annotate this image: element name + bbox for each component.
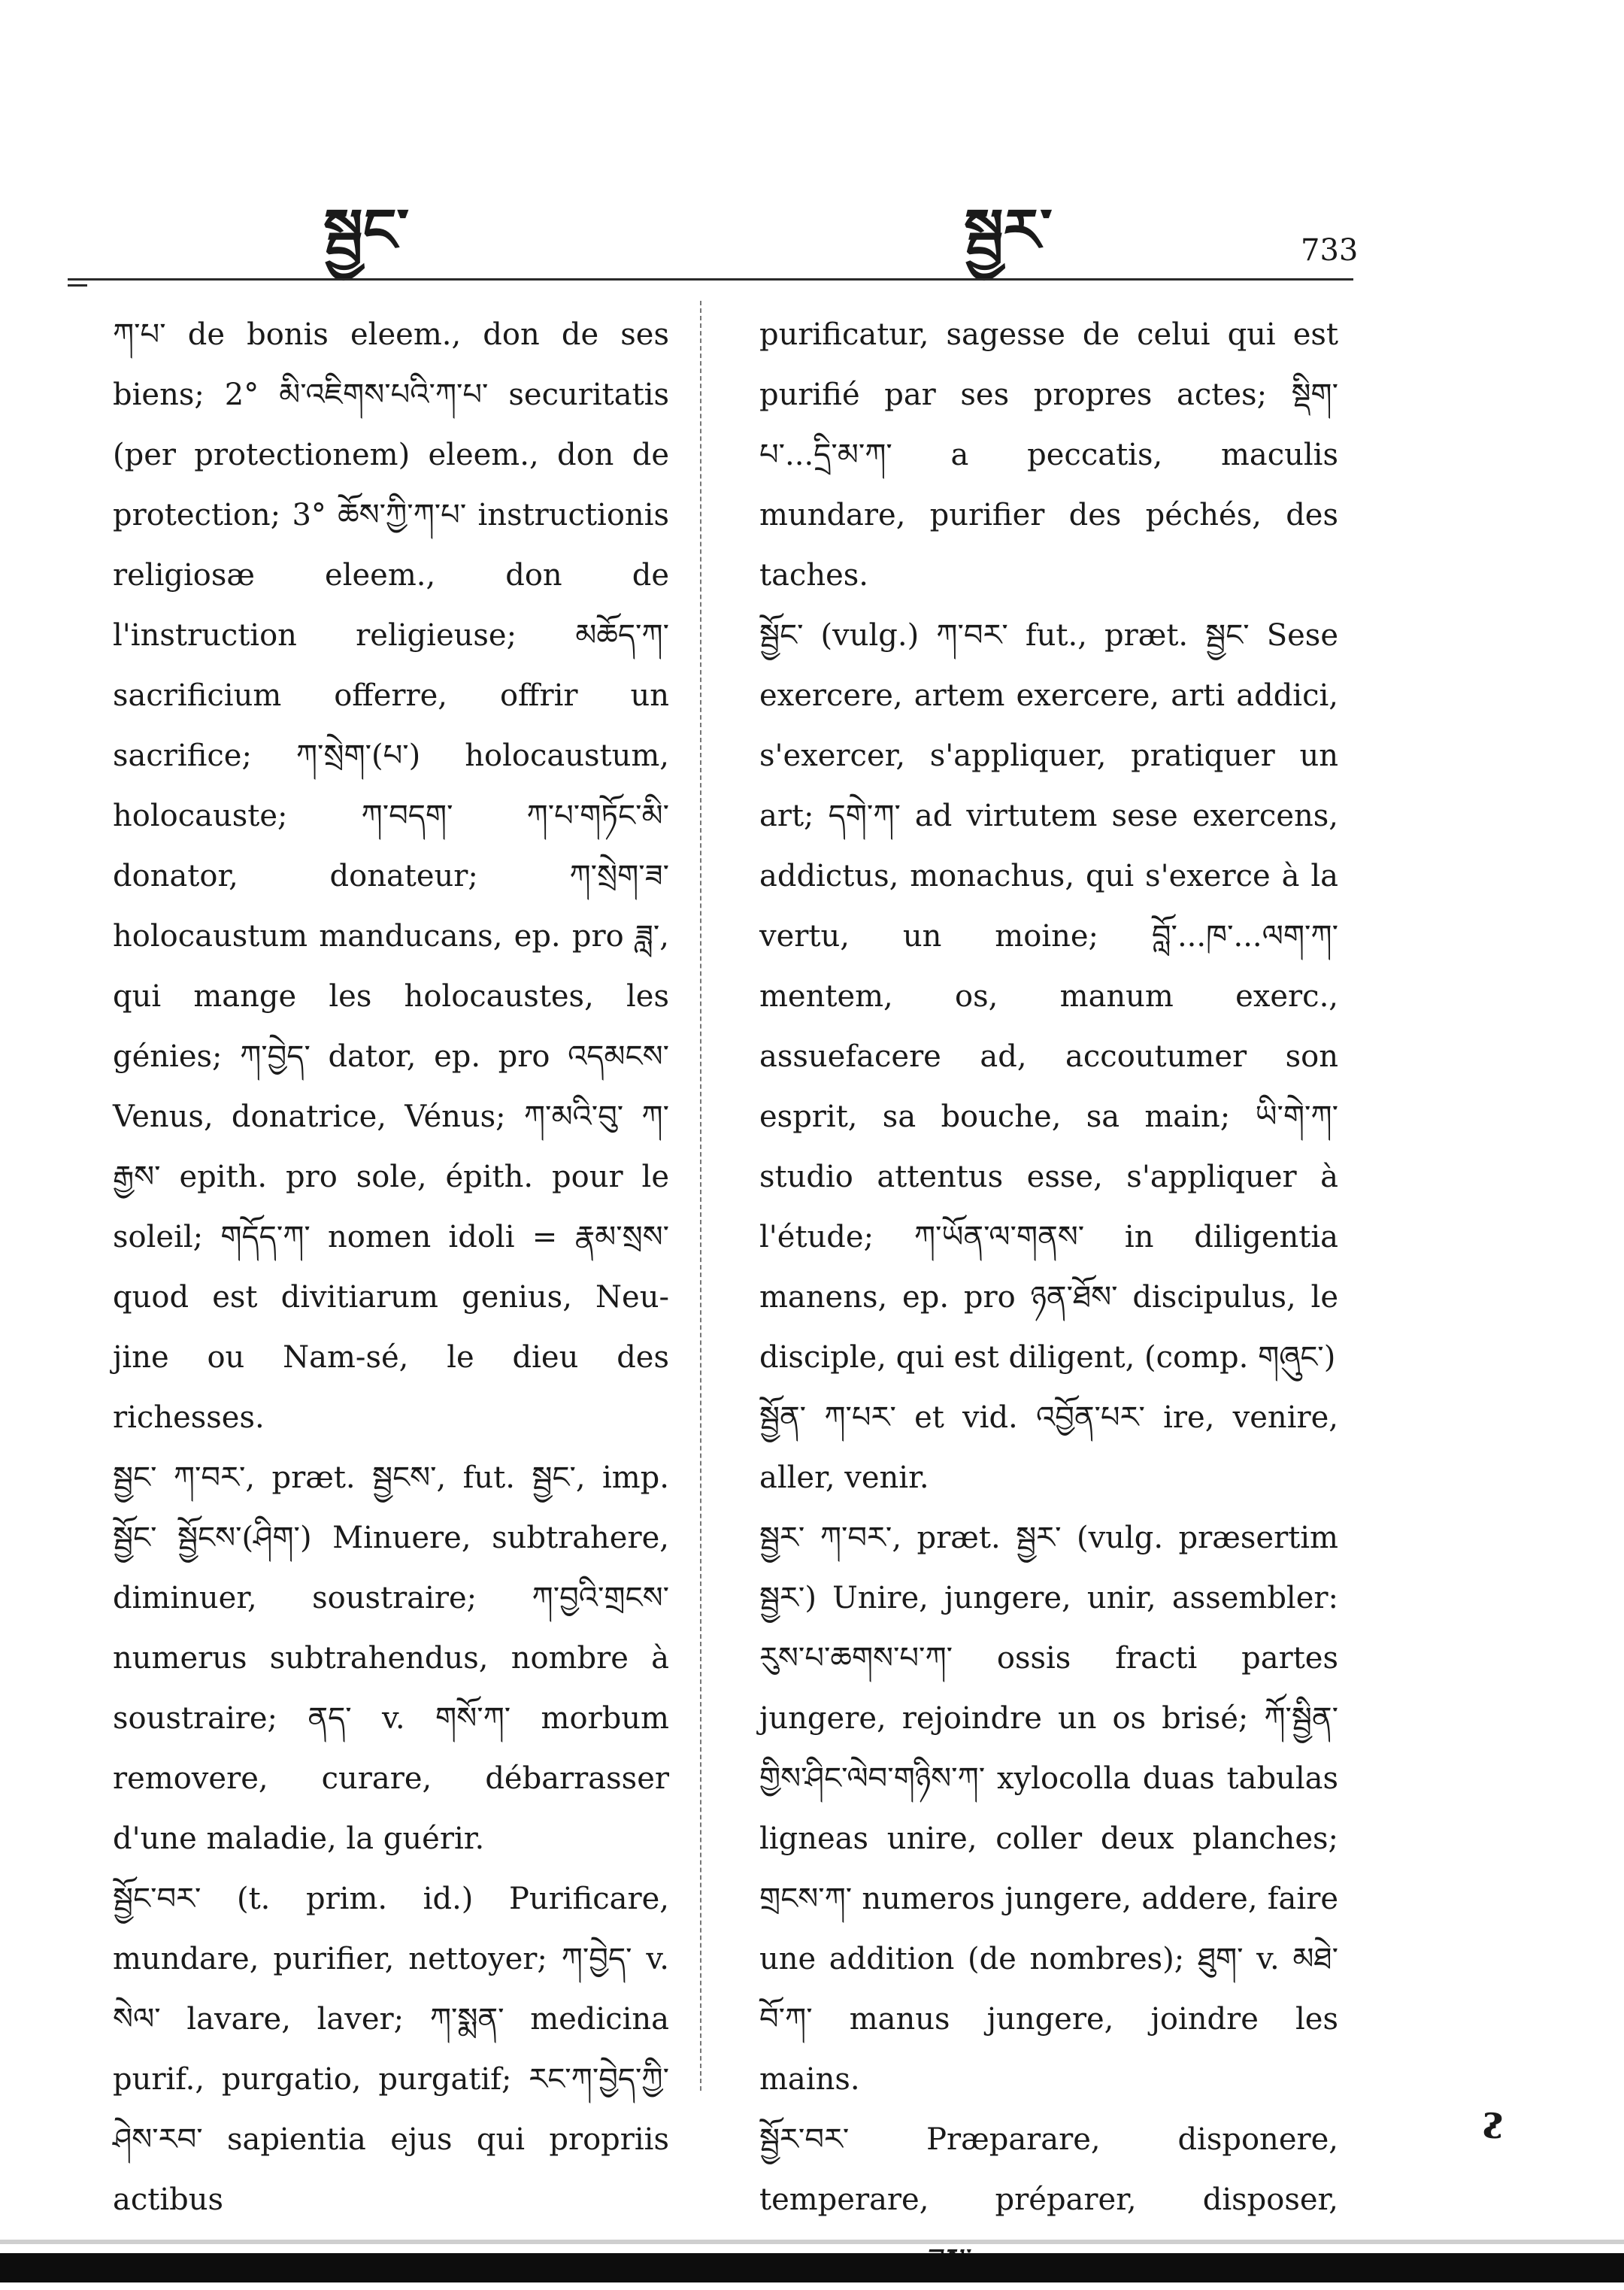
entry-sbyang: སྦྱང་ ཀ་བར་, præt. སྦྱངས་, fut. སྦྱང་, imp. སྦྱོང་ སྦྱོངས་(ཤིག་) Minuere, subtrahere, diminuer, soustraire; ཀ་བྱའི་གྲངས་ numerus subtrahendus, nombre à soustraire; ནད་ v. གསོ་ཀ་ morbum removere, curare, débarrasser d'une maladie, la guérir. [113,1460,669,1856]
scan-edge-fade [0,2240,1624,2244]
entry-continuation-right: purificatur, sagesse de celui qui est purifié par ses propres actes; སྡིག་པ་...དྲི་མ་ཀ་ a peccatis, maculis mundare, purifier des péchés, des taches. [759,317,1338,593]
margin-tick [68,284,87,287]
entry-sbyor-bar: སྦྱོར་བར་ Præparare, disponere, temperare, préparer, disposer, [759,2122,1338,2217]
right-running-head: སྦྱར་ [964,196,1053,265]
column-divider [700,301,701,2091]
left-running-head: སྦྱང་ [323,196,410,265]
entry-sbyong-bar: སྦྱོང་བར་ (t. prim. id.) Purificare, mundare, purifier, nettoyer; ཀ་བྱེད་ v. སེལ་ lavare, laver; ཀ་སྨན་ medicina purif., purgatio, purgatif; རང་ཀ་བྱེད་ཀྱི་ཤེས་རབ་ sapientia ejus qui propriis actibus [113,1882,669,2217]
page-number: 733 [1301,233,1359,268]
header-rule [68,278,1353,281]
printer-mark: ᴤ [1483,2106,1504,2146]
scan-edge-band [0,2253,1624,2282]
entry-continuation: ཀ་པ་ de bonis eleem., don de ses biens; 2° མི་འཇིགས་པའི་ཀ་པ་ securitatis (per protectionem) eleem., don de protection; 3° ཆོས་ཀྱི་ཀ་པ་ instructionis religiosæ eleem., don de l'instruction religieuse; མཆོད་ཀ་ sacrificium offerre, offrir un sacrifice; ཀ་སྲེག་(པ་) holocaustum, holocauste; ཀ་བདག་ ཀ་པ་གཏོང་མི་ donator, donateur; ཀ་སྲེག་ཟ་ holocaustum manducans, ep. pro ཟླ་, qui mange les holocaustes, les génies; ཀ་བྱེད་ dator, ep. pro འདམངས་ Venus, donatrice, Vénus; ཀ་མའི་བུ་ ཀ་རྒྱས་ epith. pro sole, épith. pour le soleil; གདོད་ཀ་ nomen idoli = རྣམ་སྲས་ quod est divitiarum genius, Neu-jine ou Nam-sé, le dieu des richesses. [113,317,669,1435]
left-column [113,305,669,2230]
entry-sbyar: སྦྱར་ ཀ་བར་, præt. སྦྱར་ (vulg. præsertim སྦྱར་) Unire, jungere, unir, assembler: རུས་པ་ཆགས་པ་ཀ་ ossis fracti partes jungere, rejoindre un os brisé; ཀོ་སྦྱིན་གྱིས་ཤིང་ལེབ་གཉིས་ཀ་ xylocolla duas tabulas ligneas unire, coller deux planches; གྲངས་ཀ་ numeros jungere, addere, faire une addition (de nombres); ཐུག་ v. མཐེ་བོ་ཀ་ manus jungere, joindre les mains. [759,1521,1338,2097]
entry-sbyon: སྦྱོན་ ཀ་པར་ et vid. འབྱོན་པར་ ire, venire, aller, venir. [759,1400,1338,1495]
entry-sbyong-vulg: སྦྱོང་ (vulg.) ཀ་བར་ fut., præt. སྦྱང་ Sese exercere, artem exercere, arti addici, s'exercer, s'appliquer, pratiquer un art; དགེ་ཀ་ ad virtutem sese exercens, addictus, monachus, qui s'exerce à la vertu, un moine; བློ་...ཁ་...ལག་ཀ་ mentem, os, manum exerc., assuefacere ad, accoutumer son esprit, sa bouche, sa main; ཡི་གེ་ཀ་ studio attentus esse, s'appliquer à l'étude; ཀ་ཡོན་ལ་གནས་ in diligentia manens, ep. pro ཉན་ཐོས་ discipulus, le disciple, qui est diligent, (comp. གཞུང་) [759,618,1338,1375]
right-column [759,305,1338,2290]
